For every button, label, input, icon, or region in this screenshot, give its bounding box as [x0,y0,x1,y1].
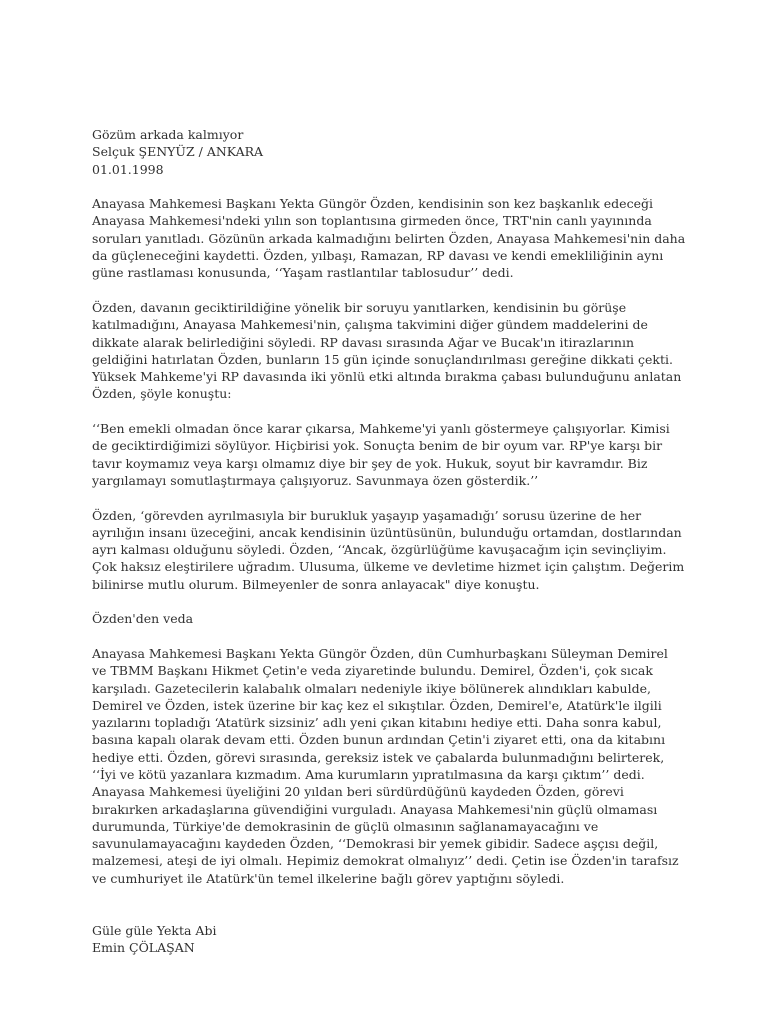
section-heading: Özden'den veda [92,611,194,627]
paragraph-quote [92,420,692,489]
text-line: malzemesi, ateşi de iyi olmalı. Hepimiz demokrat olmalıyız’’ dedi. Çetin ise Özden'in tarafsız [92,853,679,869]
next-article-author: Emin ÇÖLAŞAN [92,939,195,955]
paragraph-intro [92,195,692,281]
text-line: ‘‘Ben emekli olmadan önce karar çıkarsa, Mahkeme'yi yanlı göstermeye çalışıyorlar. Kimisi [92,421,670,437]
text-line: Özden, şöyle konuştu: [92,386,232,402]
text-line: hediye etti. Özden, görevi sırasında, gereksiz istek ve çabalarda bulunmadığını belirterek, [92,749,665,765]
text-line: Anayasa Mahkemesi'ndeki yılın son toplantısına girmeden önce, TRT'nin canlı yayınında [92,213,652,229]
text-line: güne rastlaması konusunda, ‘‘Yaşam rastlantılar tablosudur’’ dedi. [92,265,514,281]
text-line: Anayasa Mahkemesi üyeliğini 20 yıldan beri sürdürdüğünü kaydeden Özden, görevi [92,784,624,800]
text-line: Demirel ve Özden, istek üzerine bir kaç kez el sıkıştılar. Özden, Demirel'e, Atatürk'le ilgili [92,697,662,713]
text-line: yargılamayı somutlaştırmaya çalışıyoruz. Savunmaya özen gösterdik.’’ [92,472,539,488]
text-line: Özden, davanın geciktirildiğine yönelik bir soruyu yanıtlarken, kendisinin bu görüşe [92,299,627,315]
text-line: katılmadığını, Anayasa Mahkemesi'nin, çalışma takvimini diğer gündem maddelerini de [92,317,648,333]
text-line: de geciktirdiğimizi söylüyor. Hiçbirisi yok. Sonuçta benim de bir oyum var. RP'ye karşı bir [92,438,663,454]
article-title: Gözüm arkada kalmıyor [92,127,244,142]
text-line: Özden, ‘görevden ayrılmasıyla bir burukluk yaşayıp yaşamadığı’ sorusu üzerine de her [92,507,642,523]
document-page [92,126,692,956]
paragraph-farewell-feelings [92,507,692,593]
text-line: Anayasa Mahkemesi Başkanı Yekta Güngör Özden, dün Cumhurbaşkanı Süleyman Demirel [92,645,668,661]
article-byline: Selçuk ŞENYÜZ / ANKARA [92,144,264,160]
text-line: basına kapalı olarak devam etti. Özden bunun ardından Çetin'i ziyaret etti, ona da kitabını [92,732,666,748]
paragraph-delay [92,299,692,403]
text-line: durumunda, Türkiye'de demokrasinin de güçlü olmasının sağlanamayacağını ve [92,818,599,834]
text-line: bırakırken arkadaşlarına güvendiğini vurguladı. Anayasa Mahkemesi'nin güçlü olmaması [92,801,658,817]
spacer [92,628,692,645]
paragraph-visit [92,645,692,887]
text-line: ve TBMM Başkanı Hikmet Çetin'e veda ziyaretinde bulundu. Demirel, Özden'i, çok sıcak [92,663,653,679]
spacer [92,887,692,922]
text-line: da güçleneceğini kaydetti. Özden, yılbaşı, Ramazan, RP davası ve kendi emekliliğinin aynı [92,248,664,264]
next-article-title: Güle güle Yekta Abi [92,922,217,938]
spacer [92,593,692,610]
text-line: Çok haksız eleştirilere uğradım. Ulusuma, ülkeme ve devletime hizmet için çalıştım. Değerim [92,559,685,575]
text-line: geldiğini hatırlatan Özden, bunların 15 gün içinde sonuçlandırılması gereğine dikkati çekti. [92,351,673,367]
text-line: ve cumhuriyet ile Atatürk'ün temel ilkelerine bağlı görev yaptığını söyledi. [92,870,565,886]
text-line: soruları yanıtladı. Gözünün arkada kalmadığını belirten Özden, Anayasa Mahkemesi'nin daha [92,230,686,246]
text-line: Anayasa Mahkemesi Başkanı Yekta Güngör Özden, kendisinin son kez başkanlık edeceği [92,196,653,212]
spacer [92,178,692,195]
spacer [92,282,692,299]
spacer [92,403,692,420]
text-line: ayrılığın insanı üzeceğini, ancak kendisinin üzüntüsünün, bulunduğu ortamdan, dostlarından [92,524,682,540]
text-line: savunulamayacağını kaydeden Özden, ‘‘Demokrasi bir yemek gibidir. Sadece aşçısı değil, [92,836,659,852]
text-line: dikkate alarak belirlediğini söyledi. RP davası sırasında Ağar ve Bucak'ın itirazlarının [92,334,635,350]
text-line: bilinirse mutlu olurum. Bilmeyenler de sonra anlayacak" diye konuştu. [92,576,540,592]
text-line: Yüksek Mahkeme'yi RP davasında iki yönlü etki altında bırakma çabası bulunduğunu anlatan [92,369,682,385]
text-line: ayrı kalması olduğunu söyledi. Özden, ‘‘Ancak, özgürlüğüme kavuşacağım için sevinçliyim. [92,542,667,558]
article-date: 01.01.1998 [92,161,164,177]
text-line: yazılarını topladığı ‘Atatürk sizsiniz’ adlı yeni çıkan kitabını hediye etti. Daha sonra kabul, [92,715,662,731]
text-line: ‘‘İyi ve kötü yazanlara kızmadım. Ama kurumların yıpratılmasına da karşı çıktım’’ dedi. [92,766,645,782]
text-line: karşıladı. Gazetecilerin kalabalık olmaları nedeniyle ikiye bölünerek alındıkları kabulde, [92,680,651,696]
spacer [92,489,692,506]
text-line: tavır koymamız veya karşı olmamız diye bir şey de yok. Hukuk, soyut bir kavramdır. Biz [92,455,648,471]
